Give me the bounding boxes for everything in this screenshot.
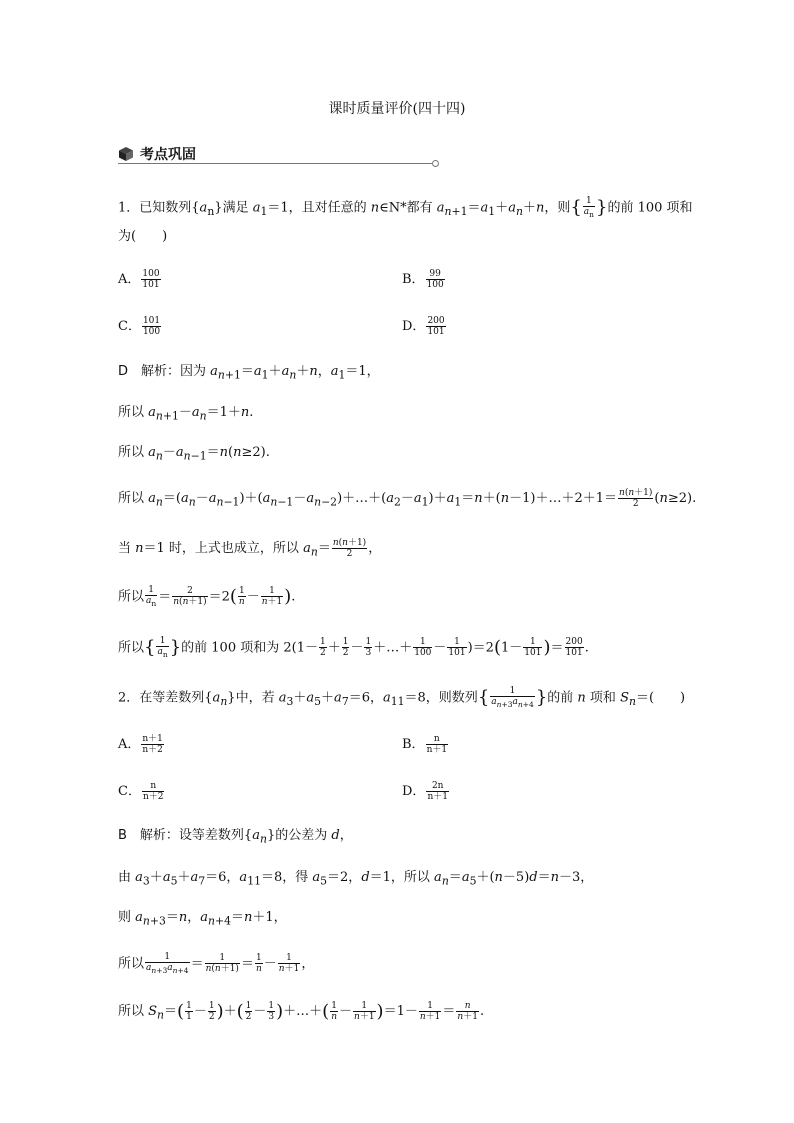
page-title: 课时质量评价(四十四)	[328, 101, 466, 117]
option-letter: A．	[118, 272, 141, 287]
q2-option-c[interactable]	[118, 780, 165, 802]
option-letter: D．	[402, 784, 426, 799]
option-den: n＋2	[142, 792, 164, 802]
q2-option-b[interactable]	[402, 733, 449, 755]
q2-solution-line-3: 则 $a_{n+3}=n$，$a_{n+4}=n+1$，	[118, 910, 287, 928]
q1-solution-line-7: 所以{ $\frac{1}{a_n}$ }的前 100 项和为 2(1－ $\frac{1}{2}$ ＋ $\frac{1}{2}$ － $\frac{1}{3}$ ＋…＋ $\frac{1}{100}$ － $\frac{1}{101}$ )＝2(1－ $\frac{1}{101}$ )＝ $\frac{200}{101}$ .	[118, 636, 589, 659]
q2-solution-line-2: 由 $a_3+a_5+a_7=6$，$a_{11}=8$，得 $a_5=2$，d＝1，所以 $a_n=a_5+(n-5)d=n-3$，	[118, 870, 594, 888]
option-num: 2n	[426, 781, 449, 792]
option-num: 101	[142, 316, 161, 326]
option-den: 101	[142, 280, 160, 290]
q1-solution-line-2: 所以 $a_{n+1}-a_n=1+n$.	[118, 405, 254, 423]
q1-solution-line-1: D 解析：因为 $a_{n+1}=a_1+a_n+n$，$a_1=1$，	[118, 364, 380, 382]
option-num: n	[142, 781, 165, 792]
section-label: 考点巩固	[140, 147, 196, 163]
section-header	[118, 144, 438, 166]
option-letter: A．	[118, 737, 141, 752]
q1-solution-line-3: 所以 $a_n-a_{n-1}=n(n\ge 2)$.	[118, 445, 270, 463]
section-divider	[118, 163, 432, 164]
option-num: 200	[427, 316, 445, 326]
option-letter: B．	[402, 737, 425, 752]
q2-option-a[interactable]	[118, 733, 165, 755]
option-num: n＋1	[142, 734, 163, 744]
option-num: 99	[426, 269, 445, 280]
option-den: n＋2	[142, 745, 163, 755]
q2-option-d[interactable]	[402, 780, 450, 802]
option-den: 100	[142, 327, 161, 337]
option-den: n＋1	[426, 745, 448, 755]
option-letter: C．	[118, 319, 141, 334]
q1-option-d[interactable]	[402, 315, 447, 337]
q1-option-c[interactable]	[118, 315, 162, 337]
option-den: 100	[426, 280, 444, 290]
q1-solution-line-5: 当 n＝1 时，上式也成立，所以 $a_n=$ $\frac{n(n+1)}{2}$ ，	[118, 538, 382, 559]
option-letter: C．	[118, 784, 141, 799]
q1-stem-line-2: 为( )	[118, 229, 168, 244]
q2-solution-line-4: 所以 $\frac{1}{a_{n+3}a_{n+4}}$ ＝ $\frac{1}{n(n+1)}$ ＝ $\frac{1}{n}$ － $\frac{1}{n+1}$ ，	[118, 952, 315, 975]
q1-stem-line-1: 1．已知数列$\{a_n\}$满足 $a_1=1$，且对任意的 n∈N*都有 $a_{n+1}=a_1+a_n+n$，则{ $\frac{1}{a_n}$ }的前 100 项和	[118, 196, 693, 219]
q1-option-b[interactable]	[402, 268, 446, 290]
q1-solution-line-6: 所以 $\frac{1}{a_n}$ ＝ $\frac{2}{n(n+1)}$ ＝2( $\frac{1}{n}$ － $\frac{1}{n+1}$ ).	[118, 585, 296, 608]
q1-solution-line-4: 所以 $a_n=(a_n-a_{n-1})+(a_{n-1}-a_{n-2})+\dots+(a_2-a_1)+a_1=n+(n-1)+\dots+2+1=$ $\frac{n(n+1)}{2}$ (n≥2).	[118, 488, 697, 509]
q1-option-a[interactable]	[118, 268, 162, 290]
section-divider-end	[432, 160, 439, 167]
option-letter: B．	[402, 272, 425, 287]
cube-icon	[118, 146, 134, 162]
option-den: n＋1	[427, 792, 448, 802]
q2-stem: 2．在等差数列$\{a_n\}$中，若 $a_3+a_5+a_7=6$，$a_{11}=8$，则数列{ $\frac{1}{a_{n+3}a_{n+4}}$ }的前 n 项和 $S_n=$( )	[118, 686, 686, 709]
option-den: 101	[427, 327, 445, 337]
option-letter: D．	[402, 319, 426, 334]
q2-solution-line-1: B 解析：设等差数列$\{a_n\}$的公差为 d，	[118, 828, 353, 846]
option-num: 100	[142, 269, 160, 279]
q2-solution-line-5: 所以 $S_n=$( $\frac{1}{1}$ － $\frac{1}{2}$ )＋( $\frac{1}{2}$ － $\frac{1}{3}$ )＋…＋( $\frac{1}{n}$ － $\frac{1}{n+1}$ )＝1－ $\frac{1}{n+1}$ ＝ $\frac{n}{n+1}$ .	[118, 1000, 485, 1022]
option-num: n	[426, 734, 449, 745]
